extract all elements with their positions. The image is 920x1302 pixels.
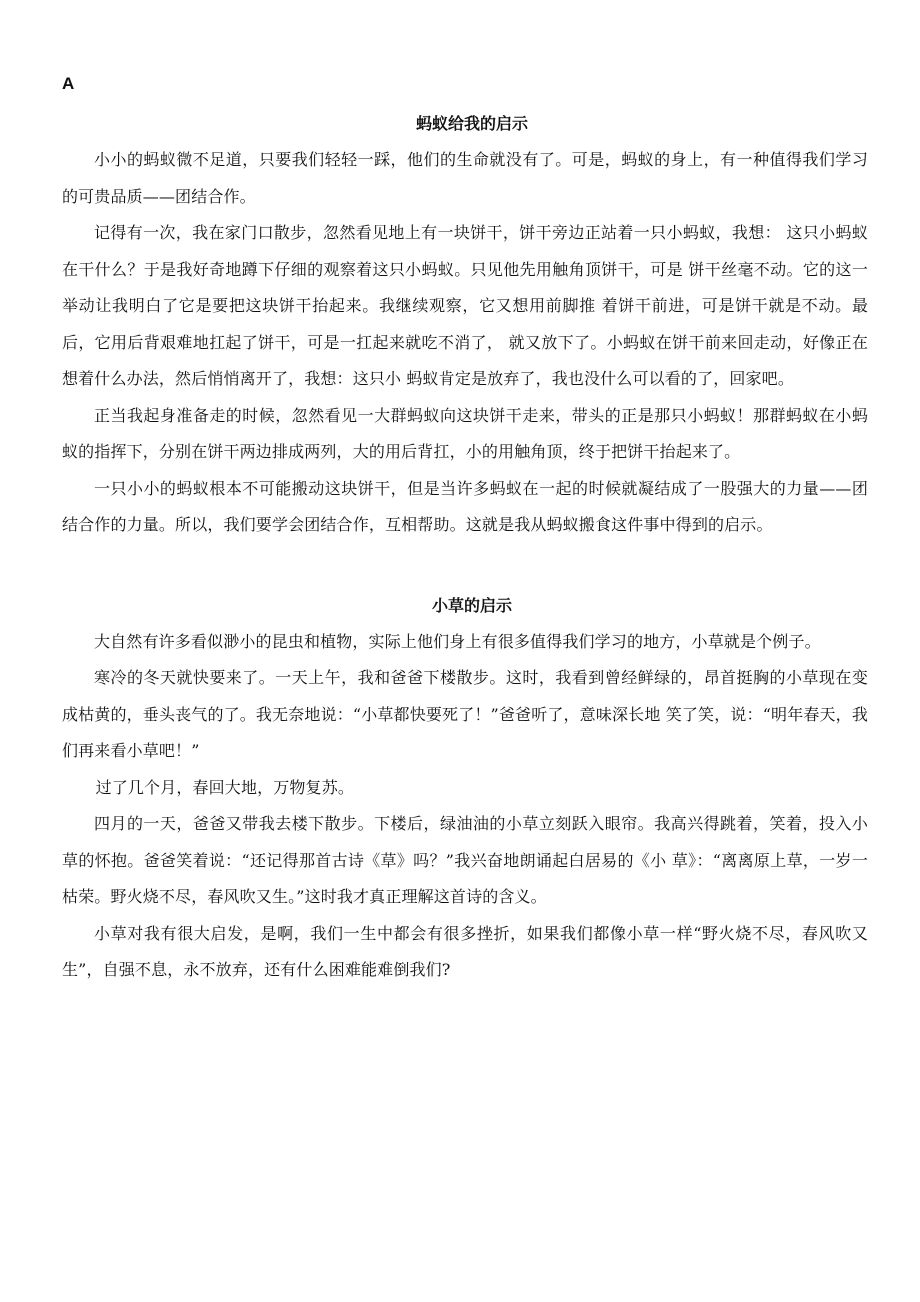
paragraph: 寒冷的冬天就快要来了。一天上午，我和爸爸下楼散步。这时，我看到曾经鲜绿的，昂首挺胸的小草现在变成枯黄的，垂头丧气的了。我无奈地说：“小草都快要死了！”爸爸听了，意味深长地 笑了笑，说：“明年春天，我们再来看小草吧！” [62, 668, 868, 760]
essay-title: 小草的启示 [431, 595, 512, 615]
essay-spacer [62, 544, 868, 594]
essay-ants [62, 112, 868, 544]
paragraph: 四月的一天，爸爸又带我去楼下散步。下楼后，绿油油的小草立刻跃入眼帘。我高兴得跳着，笑着，投入小草的怀抱。爸爸笑着说：“还记得那首古诗《草》吗？”我兴奋地朗诵起白居易的《小 草》：“离离原上草，一岁一枯荣。野火烧不尽，春风吹又生。”这时我才真正理解这首诗的含义。 [62, 814, 868, 906]
paragraph: 小草对我有很大启发，是啊，我们一生中都会有很多挫折，如果我们都像小草一样“野火烧不尽，春风吹又生”，自强不息，永不放弃，还有什么困难能难倒我们? [62, 923, 868, 979]
paragraph: 记得有一次，我在家门口散步，忽然看见地上有一块饼干，饼干旁边正站着一只小蚂蚁，我想： 这只小蚂蚁在干什么？于是我好奇地蹲下仔细的观察着这只小蚂蚁。只见他先用触角顶饼干，可是 饼干丝毫不动。它的这一举动让我明白了它是要把这块饼干抬起来。我继续观察，它又想用前脚推 着饼干前进，可是饼干就是不动。最后，它用后背艰难地扛起了饼干，可是一扛起来就吃不消了， 就又放下了。小蚂蚁在饼干前来回走动，好像正在想着什么办法，然后悄悄离开了，我想：这只小 蚂蚁肯定是放弃了，我也没什么可以看的了，回家吧。 [62, 223, 868, 388]
essay-grass [62, 594, 868, 989]
paragraph: 过了几个月，春回大地，万物复苏。 [95, 777, 354, 797]
paragraph: 小小的蚂蚁微不足道，只要我们轻轻一踩，他们的生命就没有了。可是，蚂蚁的身上，有一种值得我们学习的可贵品质——团结合作。 [62, 150, 868, 206]
section-label: A [62, 74, 75, 93]
document-page [62, 72, 868, 989]
paragraph: 一只小小的蚂蚁根本不可能搬动这块饼干，但是当许多蚂蚁在一起的时候就凝结成了一股强大的力量——团结合作的力量。所以，我们要学会团结合作，互相帮助。这就是我从蚂蚁搬食这件事中得到的启示。 [62, 478, 868, 534]
essay-title: 蚂蚁给我的启示 [415, 114, 528, 133]
paragraph: 大自然有许多看似渺小的昆虫和植物，实际上他们身上有很多值得我们学习的地方，小草就是个例子。 [94, 631, 821, 651]
paragraph: 正当我起身准备走的时候，忽然看见一大群蚂蚁向这块饼干走来，带头的正是那只小蚂蚁！那群蚂蚁在小蚂蚁的指挥下，分别在饼干两边排成两列，大的用后背扛，小的用触角顶，终于把饼干抬起来了。 [62, 405, 868, 461]
